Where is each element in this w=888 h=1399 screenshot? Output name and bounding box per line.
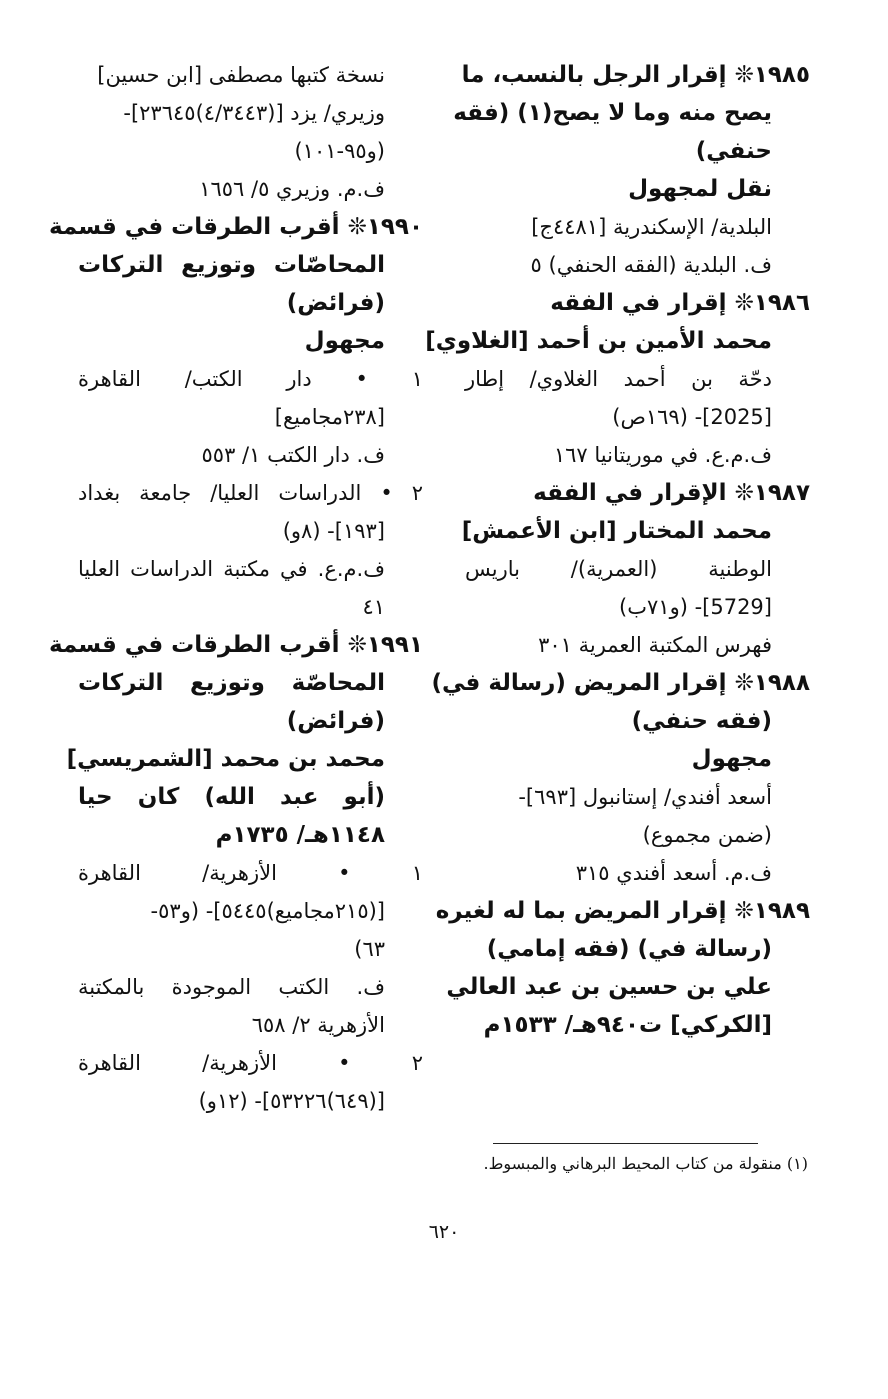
right-column-line: فهرس المكتبة العمرية ٣٠١	[538, 633, 772, 657]
left-column	[48, 56, 423, 1120]
right-column-line: نقل لمجهول	[628, 176, 772, 202]
left-column-line: الأزهرية ٢/ ٦٥٨	[251, 1013, 385, 1037]
left-column-line: [(٢١٥مجاميع)٥٤٤٥]- (و٥٣-	[150, 899, 385, 923]
left-column-line: ١٩٩١❊ أقرب الطرقات في قسمة	[48, 632, 423, 658]
left-column-line: ١ • الأزهرية/ القاهرة	[78, 861, 423, 885]
left-column-line: (فرائض)	[286, 290, 385, 316]
left-column-line: ١١٤٨هـ/ ١٧٣٥م	[215, 822, 385, 848]
right-column-line: ١٩٨٥❊ إقرار الرجل بالنسب، ما	[461, 62, 810, 88]
left-column-line: ٦٣)	[354, 937, 385, 961]
right-column-line: يصح منه وما لا يصح(١) (فقه	[453, 100, 772, 126]
footnote-divider	[493, 1143, 758, 1144]
left-column-line: [٢٣٨مجاميع]	[274, 405, 385, 429]
left-column-line: ١٩٩٠❊ أقرب الطرقات في قسمة	[48, 214, 423, 240]
left-column-line: ٢ • الدراسات العليا/ جامعة بغداد	[78, 481, 423, 505]
right-column-line: البلدية/ الإسكندرية [٤٤٨١ج]	[531, 215, 772, 239]
left-column-line: [(٦٤٩)٥٣٢٢٦]- (١٢و)	[198, 1089, 385, 1113]
right-column-line: ١٩٨٩❊ إقرار المريض بما له لغيره	[435, 898, 810, 924]
left-column-line: (أبو عبد الله) كان حيا	[78, 784, 385, 810]
right-column-line: [5729]- (و٧١ب)	[619, 595, 772, 619]
right-column-line: (فقه حنفي)	[631, 708, 772, 734]
left-column-line: ٢ • الأزهرية/ القاهرة	[78, 1051, 423, 1075]
footnote: (١) منقولة من كتاب المحيط البرهاني والمبسوط.	[483, 1154, 808, 1173]
right-column-line: الوطنية (العمرية)/ باريس	[465, 557, 772, 581]
right-column-line: [2025]- (١٦٩ص)	[612, 405, 772, 429]
left-column-line: (و٩٥-١٠١)	[294, 139, 385, 163]
left-column-line: (فرائض)	[286, 708, 385, 734]
left-column-line: نسخة كتبها مصطفى [ابن حسين]	[97, 63, 385, 87]
left-column-line: ف.م.ع. في مكتبة الدراسات العليا	[78, 557, 385, 581]
right-column-line: ف.م.ع. في موريتانيا ١٦٧	[553, 443, 772, 467]
right-column-line: [الكركي] ت٩٤٠هـ/ ١٥٣٣م	[483, 1012, 772, 1038]
left-column-line: [١٩٣]- (٨و)	[282, 519, 385, 543]
left-column-line: مجهول	[304, 328, 385, 354]
right-column-line: (ضمن مجموع)	[642, 823, 772, 847]
left-column-line: ف.م. وزيري ٥/ ١٦٥٦	[199, 177, 385, 201]
right-column-line: حنفي)	[695, 138, 772, 164]
page-number: ٦٢٠	[428, 1221, 460, 1243]
left-column-line: وزيري/ يزد [(٤/٣٤٤٣)٢٣٦٤٥]-	[123, 101, 385, 125]
left-column-line: محمد بن محمد [الشمريسي]	[66, 746, 385, 772]
right-column-line: مجهول	[691, 746, 772, 772]
left-column-line: ف. الكتب الموجودة بالمكتبة	[78, 975, 385, 999]
right-column-line: أسعد أفندي/ إستانبول [٦٩٣]-	[518, 785, 772, 809]
right-column-line: علي بن حسين بن عبد العالي	[446, 974, 772, 1000]
right-column-line: ١٩٨٧❊ الإقرار في الفقه	[533, 480, 810, 506]
right-column-line: ف. البلدية (الفقه الحنفي) ٥	[530, 253, 772, 277]
right-column-line: ف.م. أسعد أفندي ٣١٥	[575, 861, 772, 885]
left-column-line: المحاصّة وتوزيع التركات	[78, 670, 385, 696]
left-column-line: ف. دار الكتب ١/ ٥٥٣	[201, 443, 385, 467]
right-column-line: (رسالة في) (فقه إمامي)	[486, 936, 772, 962]
left-column-line: المحاصّات وتوزيع التركات	[78, 252, 385, 278]
right-column-line: دحّة بن أحمد الغلاوي/ إطار	[465, 367, 772, 391]
right-column-line: ١٩٨٨❊ إقرار المريض (رسالة في)	[431, 670, 810, 696]
right-column-line: محمد المختار [ابن الأعمش]	[461, 518, 772, 544]
right-column-line: ١٩٨٦❊ إقرار في الفقه	[550, 290, 810, 316]
right-column	[425, 56, 810, 1044]
right-column-line: محمد الأمين بن أحمد [الغلاوي]	[425, 328, 772, 354]
left-column-line: ١ • دار الكتب/ القاهرة	[78, 367, 423, 391]
left-column-line: ٤١	[362, 595, 385, 619]
